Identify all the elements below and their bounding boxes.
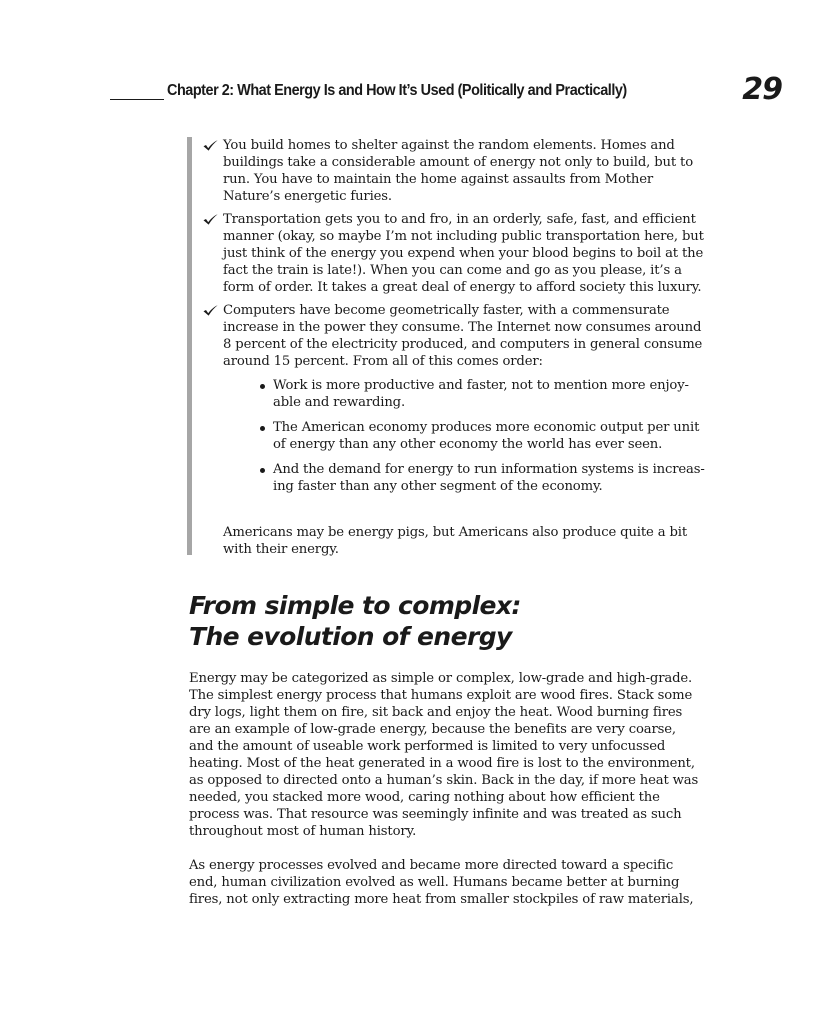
check-icon bbox=[203, 214, 218, 225]
list-item bbox=[203, 302, 705, 495]
closing-paragraph: Americans may be energy pigs, but Americans also produce quite a bit with their energy. bbox=[223, 525, 687, 557]
body-paragraph-1: Energy may be categorized as simple or complex, low-grade and high-grade. The simplest energy process that humans exploit are wood fires. Stack some dry logs, light them on fire, sit back and enjoy the heat. Wood burning fires are an example of low-grade energy, because the benefits are very coarse, and the amount of useable work performed is limited to very unfocussed heating. Most of the heat generated in a wood fire is lost to the environment, as opposed to directed onto a human’s skin. Back in the day, if more heat was needed, you stacked more wood, caring nothing about how efficient the process was. That resource was seemingly infinite and was treated as such throughout most of human history. bbox=[189, 671, 699, 839]
chapter-title: Chapter 2: What Energy Is and How It’s Used (Politically and Practically) bbox=[167, 82, 627, 99]
section-heading-line-2: The evolution of energy bbox=[189, 622, 512, 651]
sub-bullet-text: The American economy produces more economic output per unit of energy than any other economy the world has ever seen. bbox=[273, 420, 700, 452]
bullet-text: You build homes to shelter against the random elements. Homes and buildings take a considerable amount of energy not only to build, but to run. You have to maintain the home against assaults from Mother Nature’s energetic furies. bbox=[223, 138, 693, 204]
check-icon bbox=[203, 305, 218, 316]
list-item bbox=[203, 211, 705, 296]
sub-list-item bbox=[259, 461, 705, 495]
section-heading-line-1: From simple to complex: bbox=[189, 591, 521, 620]
bullet-dot-icon bbox=[260, 468, 265, 473]
sub-bullet-text: And the demand for energy to run information systems is increas-ing faster than any other segment of the economy. bbox=[273, 462, 705, 494]
bullet-text: Computers have become geometrically faster, with a commensurate increase in the power they consume. The Internet now consumes around 8 percent of the electricity produced, and computers in general consume around 15 percent. From all of this comes order: bbox=[223, 303, 703, 369]
sub-list-item bbox=[259, 377, 705, 411]
bullet-block bbox=[187, 137, 707, 555]
sub-list-item bbox=[259, 419, 705, 453]
side-bar bbox=[187, 137, 192, 555]
header-rule bbox=[110, 99, 164, 100]
bullet-dot-icon bbox=[260, 426, 265, 431]
section-heading bbox=[189, 590, 521, 652]
bullet-text: Transportation gets you to and fro, in an orderly, safe, fast, and efficient manner (okay, so maybe I’m not including public transportation here, but just think of the energy you expend when your blood begins to boil at the fact the train is late!). When you can come and go as you please, it’s a form of order. It takes a great deal of energy to afford society this luxury. bbox=[223, 212, 704, 295]
page-number: 29 bbox=[742, 72, 782, 107]
bullet-list bbox=[203, 137, 705, 503]
running-header bbox=[110, 72, 782, 112]
list-item bbox=[203, 137, 705, 205]
sub-bullet-text: Work is more productive and faster, not to mention more enjoy-able and rewarding. bbox=[273, 378, 689, 410]
check-icon bbox=[203, 140, 218, 151]
sub-bullet-list bbox=[223, 377, 705, 495]
bullet-dot-icon bbox=[260, 384, 265, 389]
body-paragraph-2: As energy processes evolved and became more directed toward a specific end, human civilization evolved as well. Humans became better at burning fires, not only extracting more heat from smaller stockpiles of raw materials, bbox=[189, 858, 694, 907]
